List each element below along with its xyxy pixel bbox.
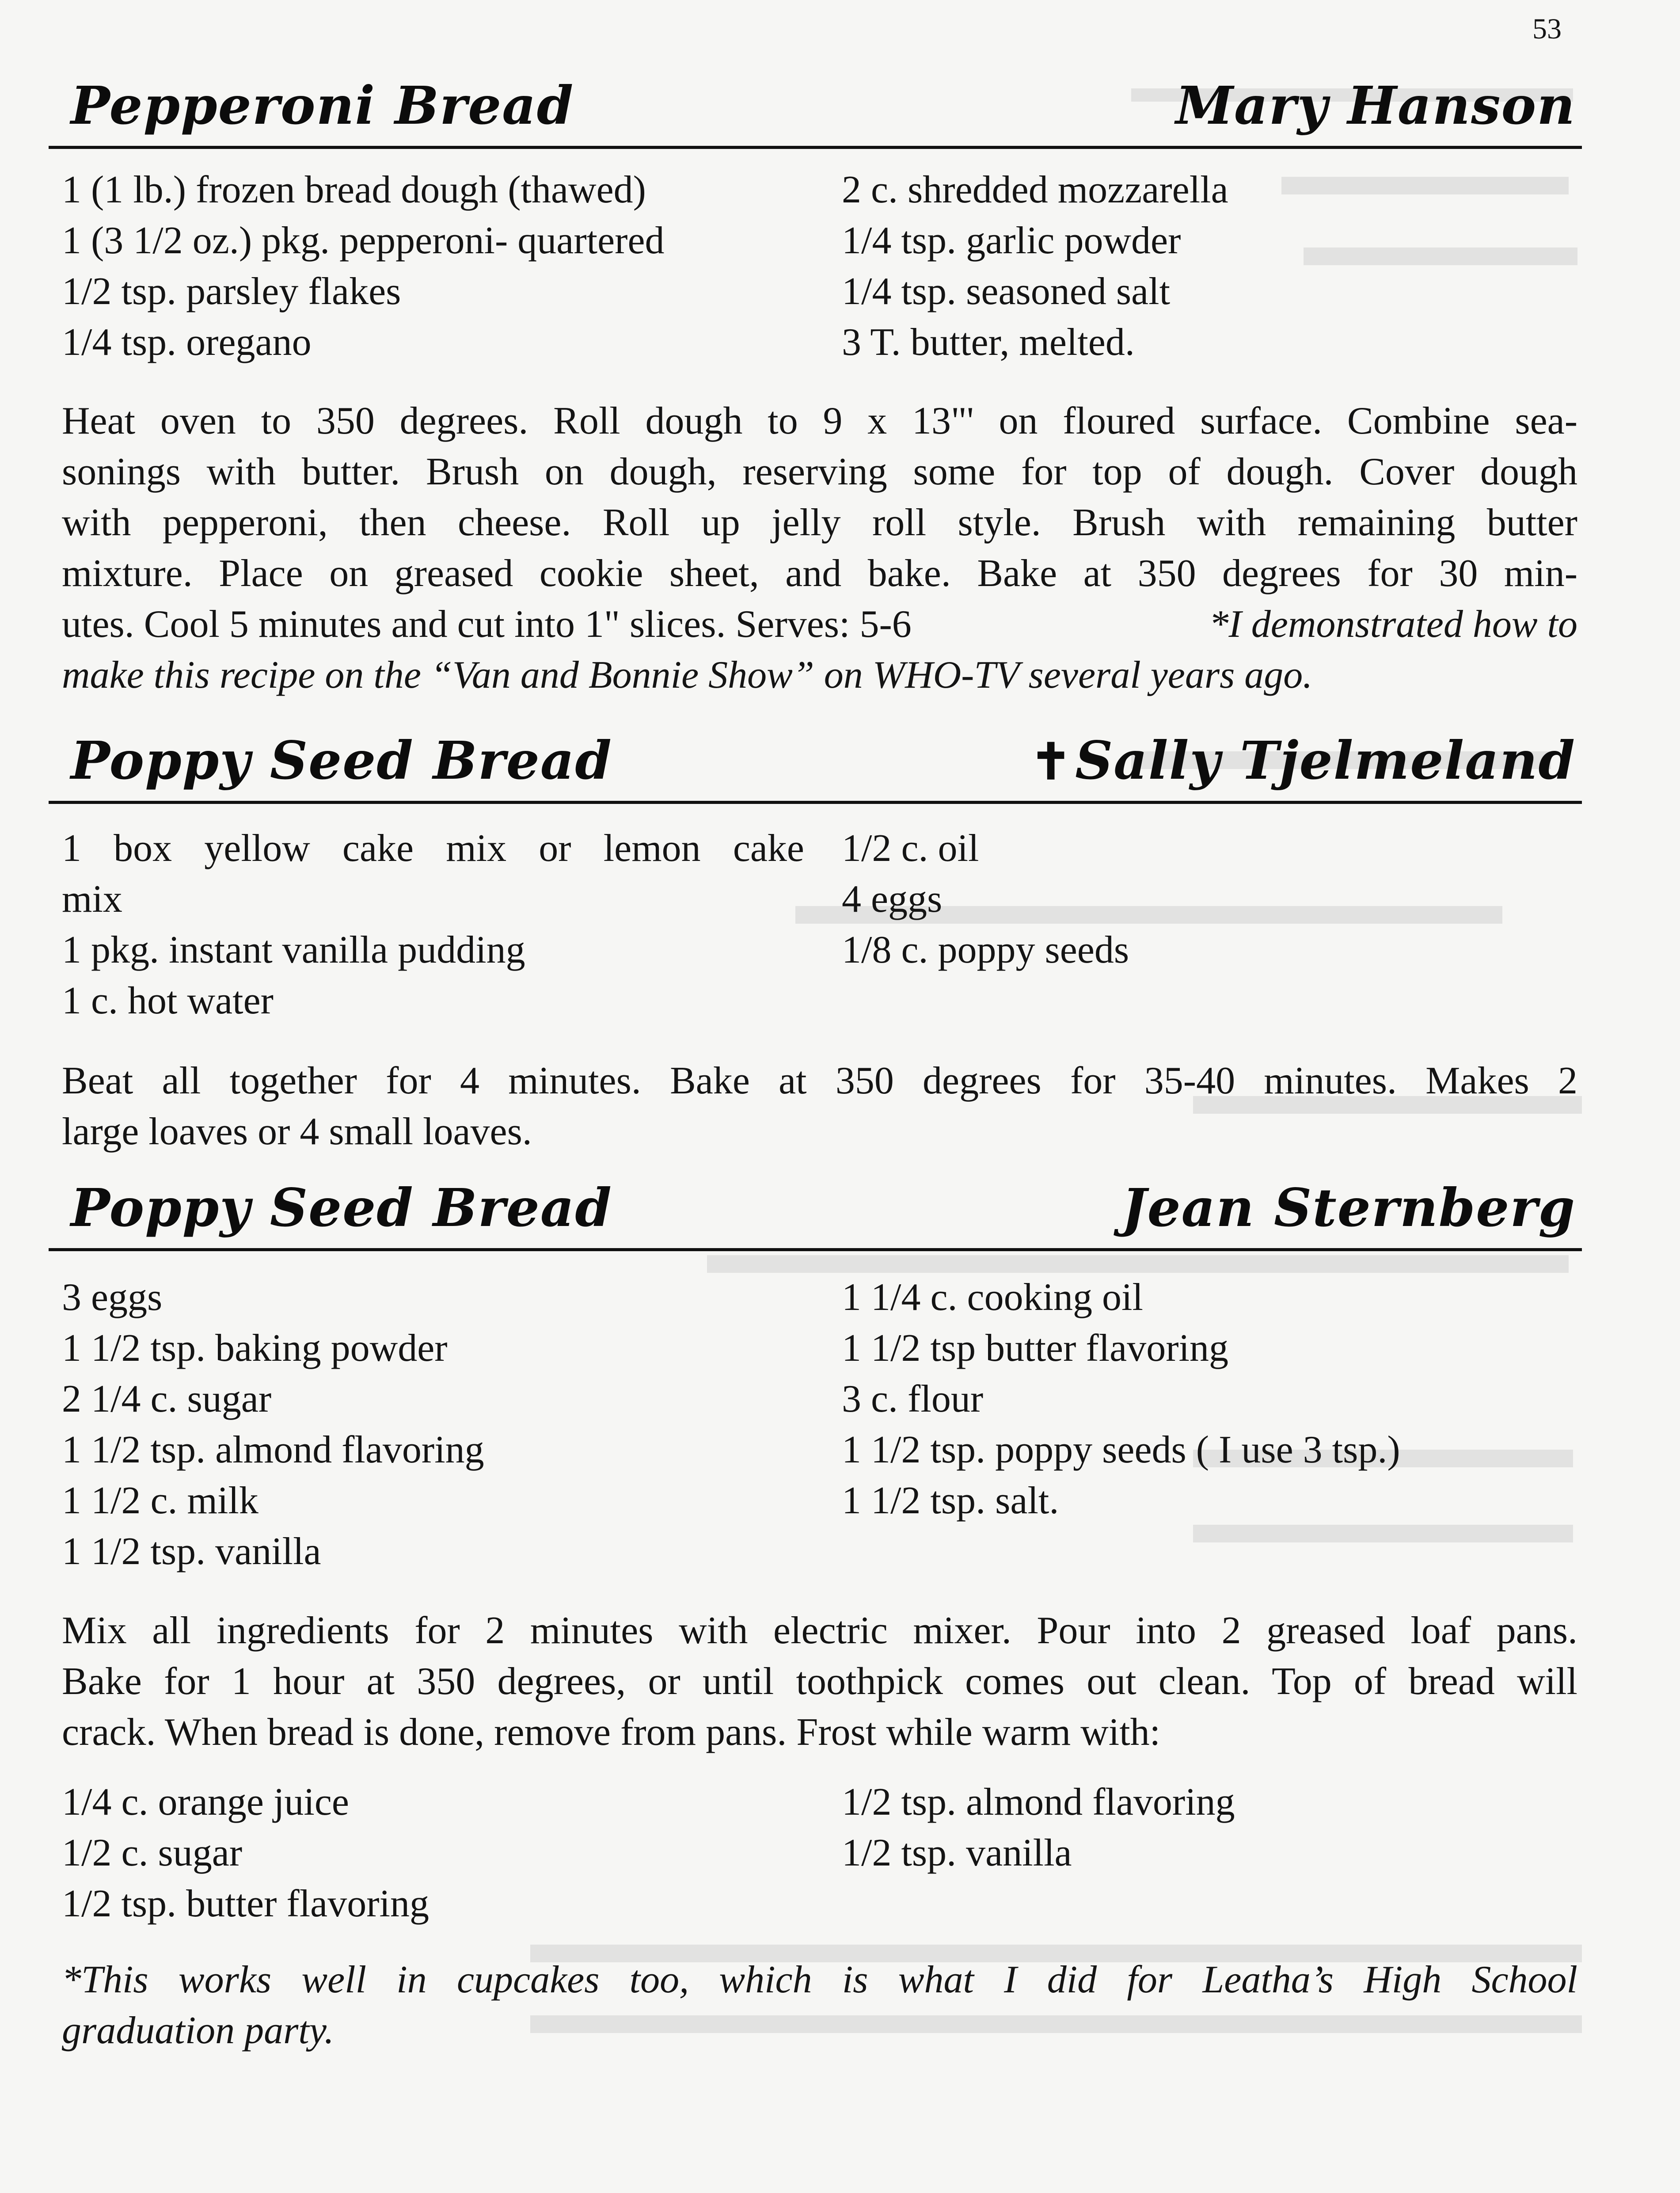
ingredient: 2 c. shredded mozzarella [842,168,1228,211]
directions-line: sonings with butter. Brush on dough, reserving some for top of dough. Cover dough [62,450,1577,493]
ingredients-right [842,164,1228,368]
ingredients-right [842,1272,1400,1526]
ingredients-left [62,164,665,368]
ingredient: 1/4 tsp. seasoned salt [842,270,1171,313]
recipe-author [1030,730,1576,791]
ingredient: 1 1/2 tsp. salt. [842,1479,1059,1522]
ingredient: 2 1/4 c. sugar [62,1378,272,1420]
recipe-author: Jean Sternberg [1121,1177,1576,1238]
ingredient: 1/4 tsp. garlic powder [842,219,1181,262]
ingredient: 1 1/2 tsp butter flavoring [842,1327,1228,1370]
note-line: graduation party. [62,2009,334,2052]
ingredient: 1/2 tsp. parsley flakes [62,270,401,313]
recipe-title: Pepperoni Bread [71,75,574,136]
directions [62,396,1577,701]
directions-text: utes. Cool 5 minutes and cut into 1" slices. Serves: 5-6 [62,603,912,646]
recipe-author: Mary Hanson [1175,75,1576,136]
ingredient: 1 box yellow cake mix or lemon cake [62,827,804,870]
directions [62,1605,1577,1758]
recipe-title: Poppy Seed Bread [71,730,612,791]
ingredient: 1/2 c. oil [842,827,979,870]
ingredients-right [842,823,1129,975]
directions-line: Mix all ingredients for 2 minutes with electric mixer. Pour into 2 greased loaf pans. [62,1609,1577,1652]
ingredient: 3 c. flour [842,1378,984,1420]
recipe-header [49,75,1582,149]
directions-line: with pepperoni, then cheese. Roll up jelly roll style. Brush with remaining butter [62,501,1577,544]
directions-line: Beat all together for 4 minutes. Bake at 350 degrees for 35-40 minutes. Makes 2 [62,1059,1577,1102]
recipe-title: Poppy Seed Bread [71,1177,612,1238]
directions-line [62,599,1577,650]
ingredient: mix [62,878,122,921]
directions-note: *I demonstrated how to [1209,603,1577,646]
ingredient: 3 eggs [62,1276,163,1319]
ingredient: 1/8 c. poppy seeds [842,929,1129,971]
ingredient: 1 1/2 tsp. poppy seeds ( I use 3 tsp.) [842,1428,1400,1471]
ingredient: 4 eggs [842,878,943,921]
frosting-ingredients-right [842,1777,1235,1878]
ingredient: 1 (3 1/2 oz.) pkg. pepperoni- quartered [62,219,665,262]
memorial-cross-icon: ✝ [1030,733,1073,791]
directions-line: mixture. Place on greased cookie sheet, and bake. Bake at 350 degrees for 30 min- [62,552,1577,595]
ingredient: 1 pkg. instant vanilla pudding [62,929,525,971]
directions-line: crack. When bread is done, remove from pans. Frost while warm with: [62,1711,1161,1754]
ingredient: 1 1/2 tsp. almond flavoring [62,1428,484,1471]
ingredient: 1 c. hot water [62,979,274,1022]
ingredient: 1/2 tsp. almond flavoring [842,1781,1235,1824]
ingredient: 1/4 c. orange juice [62,1781,349,1824]
frosting-ingredients-left [62,1777,429,1929]
ingredient: 1 1/2 tsp. vanilla [62,1530,321,1573]
ingredient: 1 1/2 c. milk [62,1479,258,1522]
ingredient: 1 1/4 c. cooking oil [842,1276,1143,1319]
ingredient: 1/2 tsp. vanilla [842,1831,1072,1874]
directions-line: Bake for 1 hour at 350 degrees, or until toothpick comes out clean. Top of bread will [62,1660,1577,1703]
directions-line: Heat oven to 350 degrees. Roll dough to 9 x 13"' on floured surface. Combine sea- [62,400,1577,442]
ingredients-left [62,1272,484,1577]
ingredient: 1/2 tsp. butter flavoring [62,1882,429,1925]
recipe-header [49,1177,1582,1251]
ingredient: 3 T. butter, melted. [842,321,1135,364]
directions-line: large loaves or 4 small loaves. [62,1110,532,1153]
directions-note-line: make this recipe on the “Van and Bonnie Show” on WHO-TV several years ago. [62,654,1313,697]
recipe-author-name: Sally Tjelmeland [1075,730,1576,791]
ingredient: 1 1/2 tsp. baking powder [62,1327,448,1370]
recipe-header [49,730,1582,804]
directions [62,1055,1577,1157]
recipe-note [62,1954,1577,2056]
page-number: 53 [1532,13,1562,45]
ingredient: 1/2 c. sugar [62,1831,243,1874]
ingredients-left [62,823,804,1026]
ingredient: 1 (1 lb.) frozen bread dough (thawed) [62,168,646,211]
ingredient: 1/4 tsp. oregano [62,321,312,364]
note-line: *This works well in cupcakes too, which is what I did for Leatha’s High School [62,1958,1577,2001]
